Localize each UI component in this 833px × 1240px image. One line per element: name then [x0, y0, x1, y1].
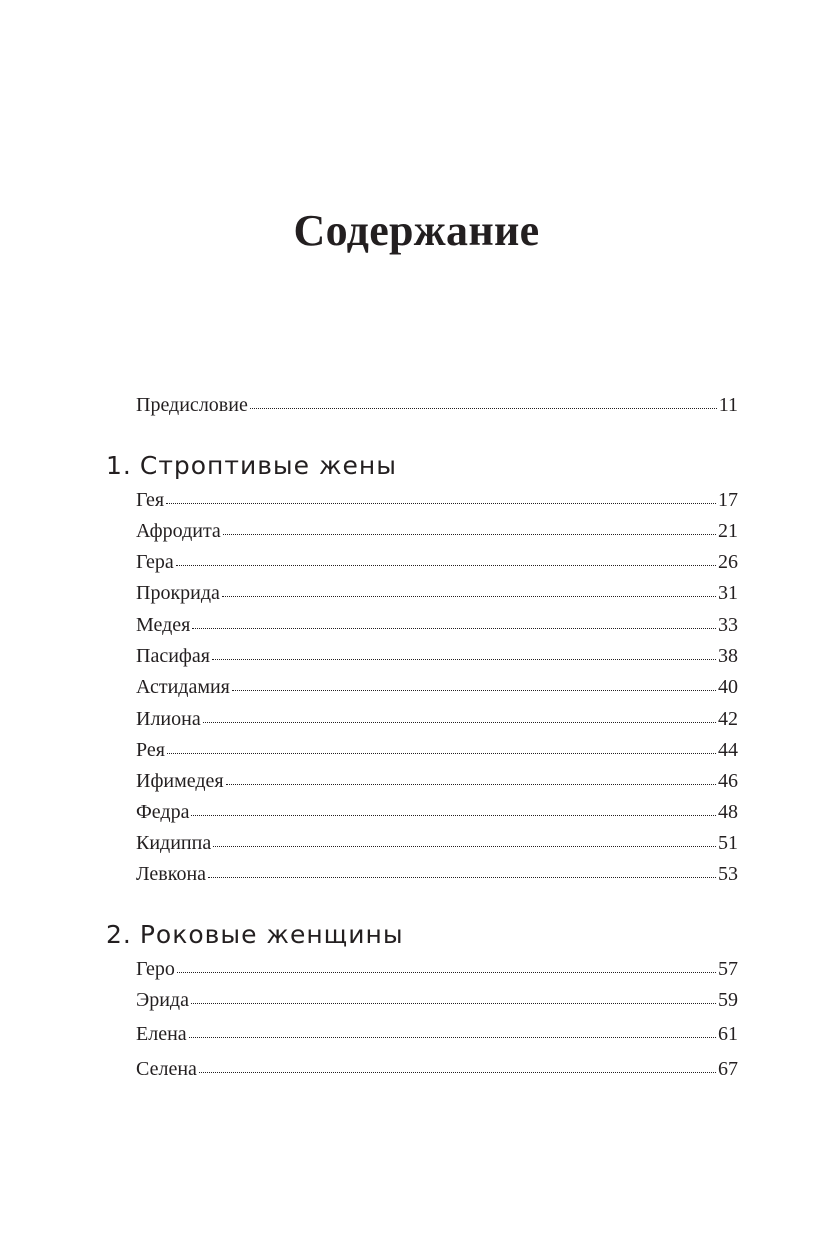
toc-entry[interactable]	[136, 768, 738, 794]
toc-entry-page: 42	[718, 708, 738, 730]
dot-leader	[226, 783, 716, 785]
toc-entry-title: Прокрида	[136, 582, 220, 604]
toc-entry-title: Селена	[136, 1058, 197, 1080]
section-number: 1.	[106, 451, 132, 480]
toc-entry-page: 33	[718, 614, 738, 636]
toc-entry-title: Предисловие	[136, 394, 248, 416]
toc-entry-title: Федра	[136, 801, 190, 823]
dot-leader	[177, 971, 716, 973]
toc-entry[interactable]	[136, 674, 738, 700]
toc-entry-page: 17	[718, 489, 738, 511]
toc-entry-page: 57	[718, 958, 738, 980]
toc-entry-title: Геро	[136, 958, 175, 980]
toc-entry[interactable]	[136, 612, 738, 638]
dot-leader	[191, 814, 716, 816]
toc-entry-title: Гея	[136, 489, 165, 511]
toc-entry[interactable]	[136, 549, 738, 575]
section-title: Строптивые жены	[139, 451, 397, 480]
toc-entry[interactable]	[136, 1056, 738, 1082]
toc-entry-page: 38	[718, 645, 738, 667]
dot-leader	[199, 1071, 716, 1073]
toc-entry[interactable]	[136, 580, 738, 606]
dot-leader	[213, 845, 716, 847]
toc-entry-title: Афродита	[136, 520, 221, 542]
toc-entry-page: 67	[718, 1058, 738, 1080]
toc-entry[interactable]	[136, 706, 738, 732]
toc-entry-preface[interactable]	[136, 392, 738, 418]
toc-entry[interactable]	[136, 799, 738, 825]
toc-entry-title: Ифимедея	[136, 770, 224, 792]
dot-leader	[192, 627, 716, 629]
dot-leader	[223, 533, 716, 535]
dot-leader	[189, 1036, 716, 1038]
toc-entry[interactable]	[136, 830, 738, 856]
toc-entry-title: Илиона	[136, 708, 201, 730]
dot-leader	[203, 721, 716, 723]
toc-entry-page: 61	[718, 1023, 738, 1045]
toc-entry[interactable]	[136, 956, 738, 982]
toc-entry-page: 46	[718, 770, 738, 792]
toc-entry-title: Левкона	[136, 863, 207, 885]
toc-entry-page: 40	[718, 676, 738, 698]
dot-leader	[222, 595, 716, 597]
dot-leader	[191, 1002, 716, 1004]
dot-leader	[212, 658, 716, 660]
toc-entry-page: 11	[718, 394, 738, 416]
dot-leader	[167, 752, 716, 754]
toc-entry[interactable]	[136, 861, 738, 887]
toc-entry-page: 44	[718, 739, 738, 761]
toc-entry-title: Рея	[136, 739, 165, 761]
toc-entry-page: 26	[718, 551, 738, 573]
section-heading-2[interactable]	[106, 919, 746, 951]
dot-leader	[176, 564, 716, 566]
toc-entry-title: Кидиппа	[136, 832, 212, 854]
toc-entry-page: 53	[718, 863, 738, 885]
toc-entry-title: Елена	[136, 1023, 187, 1045]
section-title: Роковые женщины	[139, 920, 404, 949]
section-heading-1[interactable]	[106, 450, 746, 482]
toc-entry-title: Астидамия	[136, 676, 230, 698]
toc-entry[interactable]	[136, 643, 738, 669]
toc-entry[interactable]	[136, 987, 738, 1013]
toc-entry[interactable]	[136, 737, 738, 763]
dot-leader	[250, 407, 717, 409]
toc-entry-title: Медея	[136, 614, 191, 636]
section-number: 2.	[106, 920, 132, 949]
toc-entry-title: Эрида	[136, 989, 189, 1011]
toc-entry[interactable]	[136, 518, 738, 544]
dot-leader	[166, 502, 716, 504]
dot-leader	[232, 689, 716, 691]
toc-entry-title: Пасифая	[136, 645, 210, 667]
toc-entry-title: Гера	[136, 551, 174, 573]
toc-entry-page: 51	[718, 832, 738, 854]
toc-entry-page: 31	[718, 582, 738, 604]
toc-entry-page: 59	[718, 989, 738, 1011]
toc-entry[interactable]	[136, 1021, 738, 1047]
toc-entry-page: 48	[718, 801, 738, 823]
toc-entry-page: 21	[718, 520, 738, 542]
dot-leader	[208, 876, 716, 878]
page-title: Содержание	[293, 206, 540, 256]
toc-entry[interactable]	[136, 487, 738, 513]
